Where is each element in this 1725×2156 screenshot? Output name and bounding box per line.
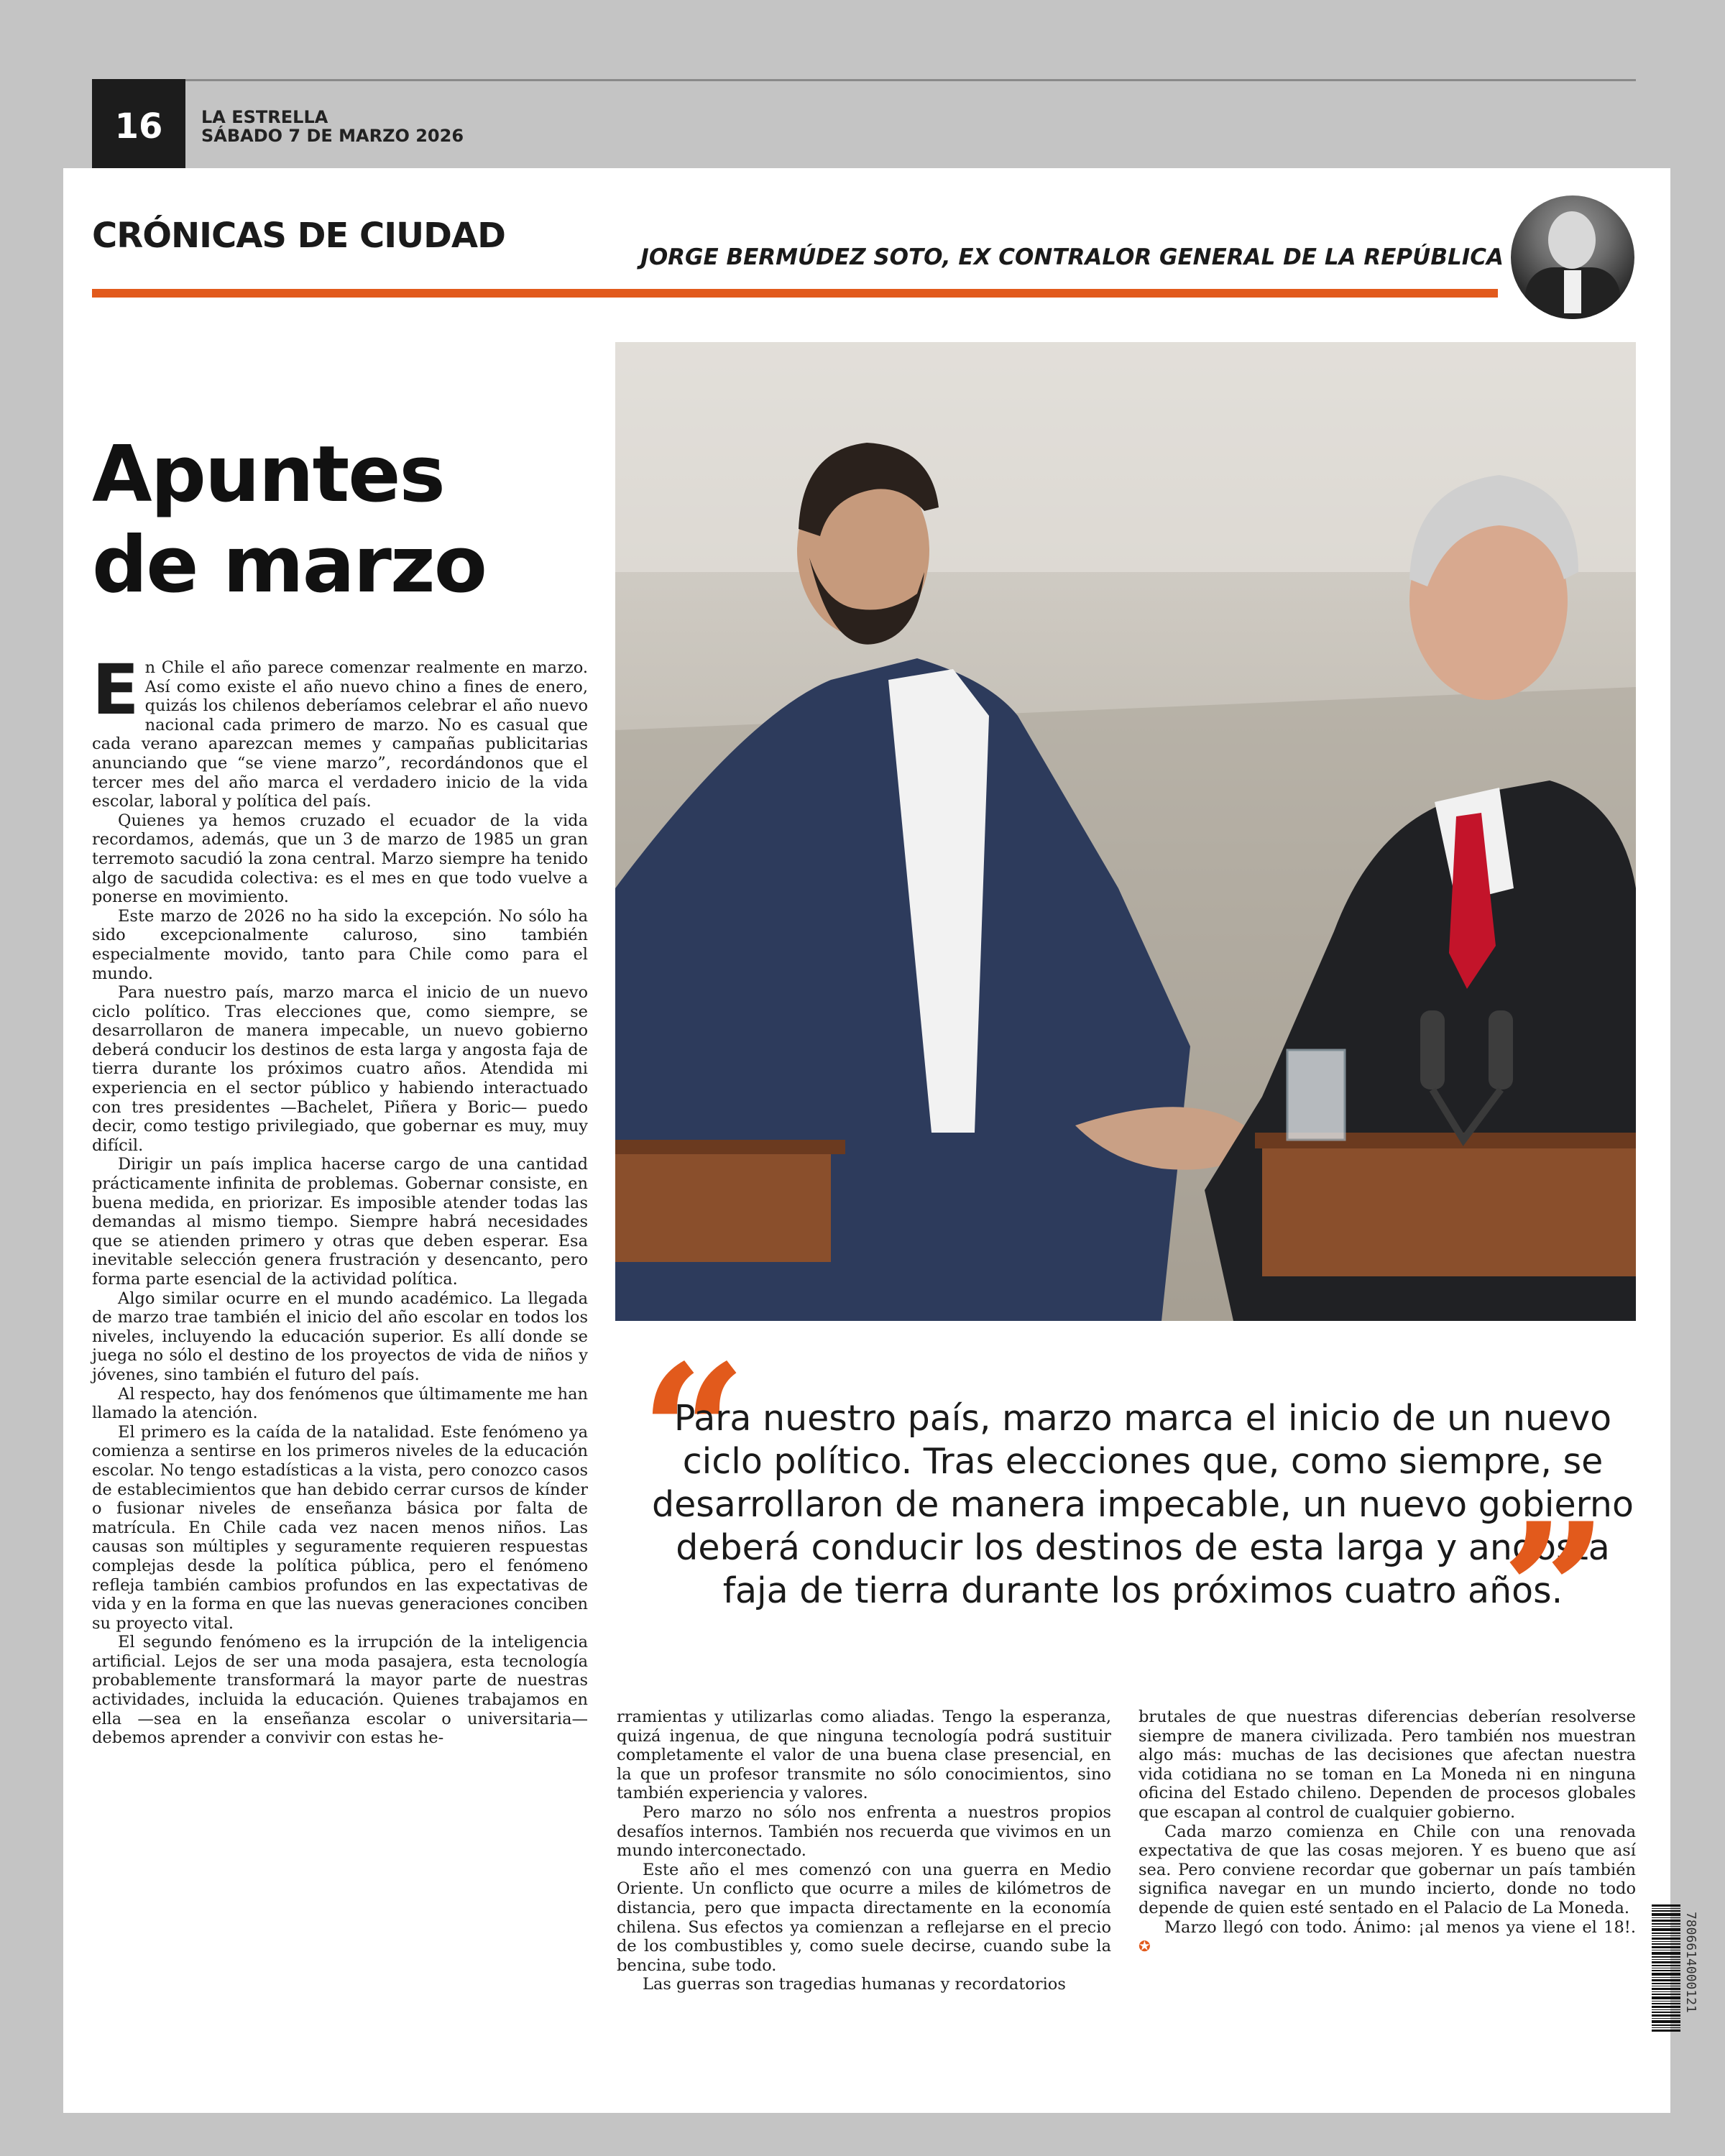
barcode-bar bbox=[1652, 1965, 1680, 1966]
paragraph: Marzo llegó con todo. Ánimo: ¡al menos ya viene el 18!. ✪ bbox=[1138, 1917, 1636, 1955]
paragraph: Algo similar ocurre en el mundo académico. La llegada de marzo trae también el inicio del año escolar en todos los niveles, incluyendo la educación superior. Es allí donde se juega no sólo el destino de los proyectos de vida de niños y jóvenes, sino también el futuro del país. bbox=[92, 1289, 588, 1384]
barcode-bar bbox=[1652, 2024, 1680, 2026]
barcode-bar bbox=[1652, 1908, 1680, 1909]
end-mark-icon: ✪ bbox=[1138, 1938, 1151, 1955]
paragraph: rramientas y utilizarlas como aliadas. Tengo la esperanza, quizá ingenua, de que ninguna tecnología podrá sustituir completamente el valor de una buena clase presencial, en la que un profesor transmite no sólo conocimientos, sino también experiencia y valores. bbox=[617, 1708, 1111, 1803]
barcode-bar bbox=[1652, 1983, 1680, 1984]
paragraph: Este año el mes comenzó con una guerra en Medio Oriente. Un conflicto que ocurre a miles de kilómetros de distancia, pero que impacta directamente en la economía chilena. Sus efectos ya comienzan a reflejarse en el precio de los combustibles y, como suele decirse, cuando sube la bencina, sube todo. bbox=[617, 1860, 1111, 1975]
barcode-bar bbox=[1652, 1973, 1680, 1976]
barcode-bar bbox=[1652, 1994, 1680, 1995]
barcode-bar bbox=[1652, 2003, 1680, 2004]
barcode-bar bbox=[1652, 2012, 1680, 2013]
barcode-bar bbox=[1652, 1943, 1680, 1945]
barcode-bar bbox=[1652, 1952, 1680, 1955]
author-photo-shirt bbox=[1564, 270, 1581, 313]
drop-cap: E bbox=[92, 650, 139, 730]
article-column-3 bbox=[1138, 1708, 1636, 1956]
barcode-bar bbox=[1652, 2014, 1680, 2017]
barcode-bar bbox=[1652, 1946, 1680, 1948]
pull-quote-text: Para nuestro país, marzo marca el inicio de un nuevo ciclo político. Tras elecciones que, como siempre, se desarrollaron de manera impecable, un nuevo gobierno deberá conducir los destinos de esta larga y angosta faja de tierra durante los próximos cuatro años. bbox=[652, 1398, 1634, 1611]
paragraph: Cada marzo comienza en Chile con una renovada expectativa de que las cosas mejoren. Y es bueno que así sea. Pero conviene recordar que gobernar un país también significa navegar en un mundo incierto, donde no todo depende de quien esté sentado en el Palacio de La Moneda. bbox=[1138, 1822, 1636, 1917]
barcode-bar bbox=[1652, 1932, 1680, 1934]
barcode-bar bbox=[1652, 1904, 1680, 1907]
barcode-bar bbox=[1652, 1917, 1680, 1918]
paragraph: Este marzo de 2026 no ha sido la excepción. No sólo ha sido excepcionalmente caluroso, sino también especialmente movido, tanto para Chile como para el mundo. bbox=[92, 906, 588, 983]
close-quote-mark: ” bbox=[1501, 1483, 1609, 1702]
headline bbox=[92, 430, 486, 611]
barcode-bar bbox=[1652, 1961, 1680, 1963]
paragraph: El primero es la caída de la natalidad. Este fenómeno ya comienza a sentirse en los primeros niveles de la educación escolar. No tengo estadísticas a la vista, pero conozco casos de establecimientos que han debido cerrar cursos de kínder o fusionar niveles de enseñanza básica por falta de matrícula. En Chile cada vez nacen menos niños. Las causas son múltiples y seguramente requieren respuestas complejas desde la política pública, pero el fenómeno refleja también cambios profundos en las expectativas de vida y en la forma en que las nuevas generaciones conciben su proyecto vital. bbox=[92, 1422, 588, 1633]
paragraph: Para nuestro país, marzo marca el inicio de un nuevo ciclo político. Tras elecciones que, como siempre, se desarrollaron de manera impecable, un nuevo gobierno deberá conducir los destinos de esta larga y angosta faja de tierra durante los próximos cuatro años. Atendida mi experiencia en el sector público y habiendo interactuado con tres presidentes —Bachelet, Piñera y Boric— puedo decir, como testigo privilegiado, que gobernar es muy, muy difícil. bbox=[92, 983, 588, 1155]
barcode-bar bbox=[1652, 1913, 1680, 1916]
section-rule bbox=[92, 289, 1498, 298]
barcode-bar bbox=[1652, 1910, 1680, 1912]
paragraph: Las guerras son tragedias humanas y recordatorios bbox=[643, 1975, 1066, 1994]
barcode-bar bbox=[1652, 2009, 1680, 2010]
barcode-number: 7806614000121 bbox=[1683, 1912, 1698, 2013]
barcode-bar bbox=[1652, 1977, 1680, 1978]
paragraph: brutales de que nuestras diferencias deberían resolverse siempre de manera civilizada. Pero también nos muestran algo más: muchas de las decisiones que afectan nuestra vida cotidiana no se toman en La Moneda ni en ninguna oficina del Estado chileno. Dependen de procesos globales que escapan al control de cualquier gobierno. bbox=[1138, 1708, 1636, 1822]
barcode-bar bbox=[1652, 1991, 1680, 1992]
paragraph: Dirigir un país implica hacerse cargo de una cantidad prácticamente infinita de problemas. Gobernar consiste, en buena medida, en priorizar. Es imposible atender todas las demandas al mismo tiempo. Siempre habrá necesidades que se atienden primero y otras que deben esperar. Esa inevitable selección genera frustración y desencanto, pero forma parte esencial de la actividad política. bbox=[92, 1155, 588, 1289]
barcode-bar bbox=[1652, 1938, 1680, 1940]
barcode-bar bbox=[1652, 2030, 1680, 2032]
barcode-bar bbox=[1652, 1979, 1680, 1981]
publication-name: LA ESTRELLA bbox=[201, 107, 328, 127]
publication-date: SÁBADO 7 DE MARZO 2026 bbox=[201, 126, 464, 146]
page-number: 16 bbox=[92, 79, 185, 174]
top-rule bbox=[92, 79, 1636, 81]
barcode-bar bbox=[1652, 2018, 1680, 2019]
barcode-bar bbox=[1652, 1928, 1680, 1931]
article-column-2 bbox=[617, 1708, 1111, 1994]
paragraph: Quienes ya hemos cruzado el ecuador de la vida recordamos, además, que un 3 de marzo de 1985 un gran terremoto sacudió la zona central. Marzo siempre ha tenido algo de sacudida colectiva: es el mes en que todo vuelve a ponerse en movimiento. bbox=[92, 811, 588, 907]
author-photo-head bbox=[1548, 211, 1596, 269]
barcode-bar bbox=[1652, 1956, 1680, 1958]
barcode bbox=[1652, 1904, 1686, 2074]
barcode-bar bbox=[1652, 1959, 1680, 1960]
publication-info bbox=[201, 108, 464, 145]
headline-line-1: Apuntes bbox=[92, 430, 444, 520]
paragraph: Al respecto, hay dos fenómenos que últimamente me han llamado la atención. bbox=[92, 1384, 588, 1423]
section-title: CRÓNICAS DE CIUDAD bbox=[92, 216, 505, 256]
author-byline: JORGE BERMÚDEZ SOTO, EX CONTRALOR GENERAL DE LA REPÚBLICA bbox=[640, 244, 1504, 270]
news-photo-handshake bbox=[615, 342, 1636, 1321]
pull-quote bbox=[640, 1325, 1639, 1702]
barcode-bar bbox=[1652, 1935, 1680, 1936]
open-quote-mark: “ bbox=[640, 1325, 748, 1544]
barcode-bar bbox=[1652, 1970, 1680, 1971]
headline-line-2: de marzo bbox=[92, 520, 486, 610]
paragraph: En Chile el año parece comenzar realmente en marzo. Así como existe el año nuevo chino a fines de enero, quizás los chilenos deberíamos celebrar el año nuevo nacional cada primero de marzo. No es casual que cada verano aparezcan memes y campañas publicitarias anunciando que “se viene marzo”, recordándonos que el tercer mes del año marca el verdadero inicio de la vida escolar, laboral y política del país. bbox=[92, 650, 588, 811]
barcode-bar bbox=[1652, 1923, 1680, 1925]
author-photo bbox=[1511, 195, 1634, 319]
barcode-bar bbox=[1652, 2006, 1680, 2008]
barcode-bar bbox=[1652, 1941, 1680, 1942]
barcode-bar bbox=[1652, 1926, 1680, 1927]
paragraph: Pero marzo no sólo nos enfrenta a nuestros propios desafíos internos. También nos recuerda que vivimos en un mundo interconectado. bbox=[617, 1802, 1111, 1861]
paragraph: El segundo fenómeno es la irrupción de la inteligencia artificial. Lejos de ser una moda pasajera, esta tecnología probablemente transformará la mayor parte de nuestras actividades, incluida la educación. Quienes trabajamos en ella —sea en la enseñanza escolar o universitaria— debemos aprender a convivir con estas he- bbox=[92, 1633, 588, 1748]
barcode-bar bbox=[1652, 2020, 1680, 2023]
barcode-bar bbox=[1652, 1920, 1680, 1922]
barcode-bar bbox=[1652, 1988, 1680, 1990]
barcode-bar bbox=[1652, 2027, 1680, 2028]
barcode-bar bbox=[1652, 1996, 1680, 1999]
article-column-1 bbox=[92, 650, 588, 1748]
